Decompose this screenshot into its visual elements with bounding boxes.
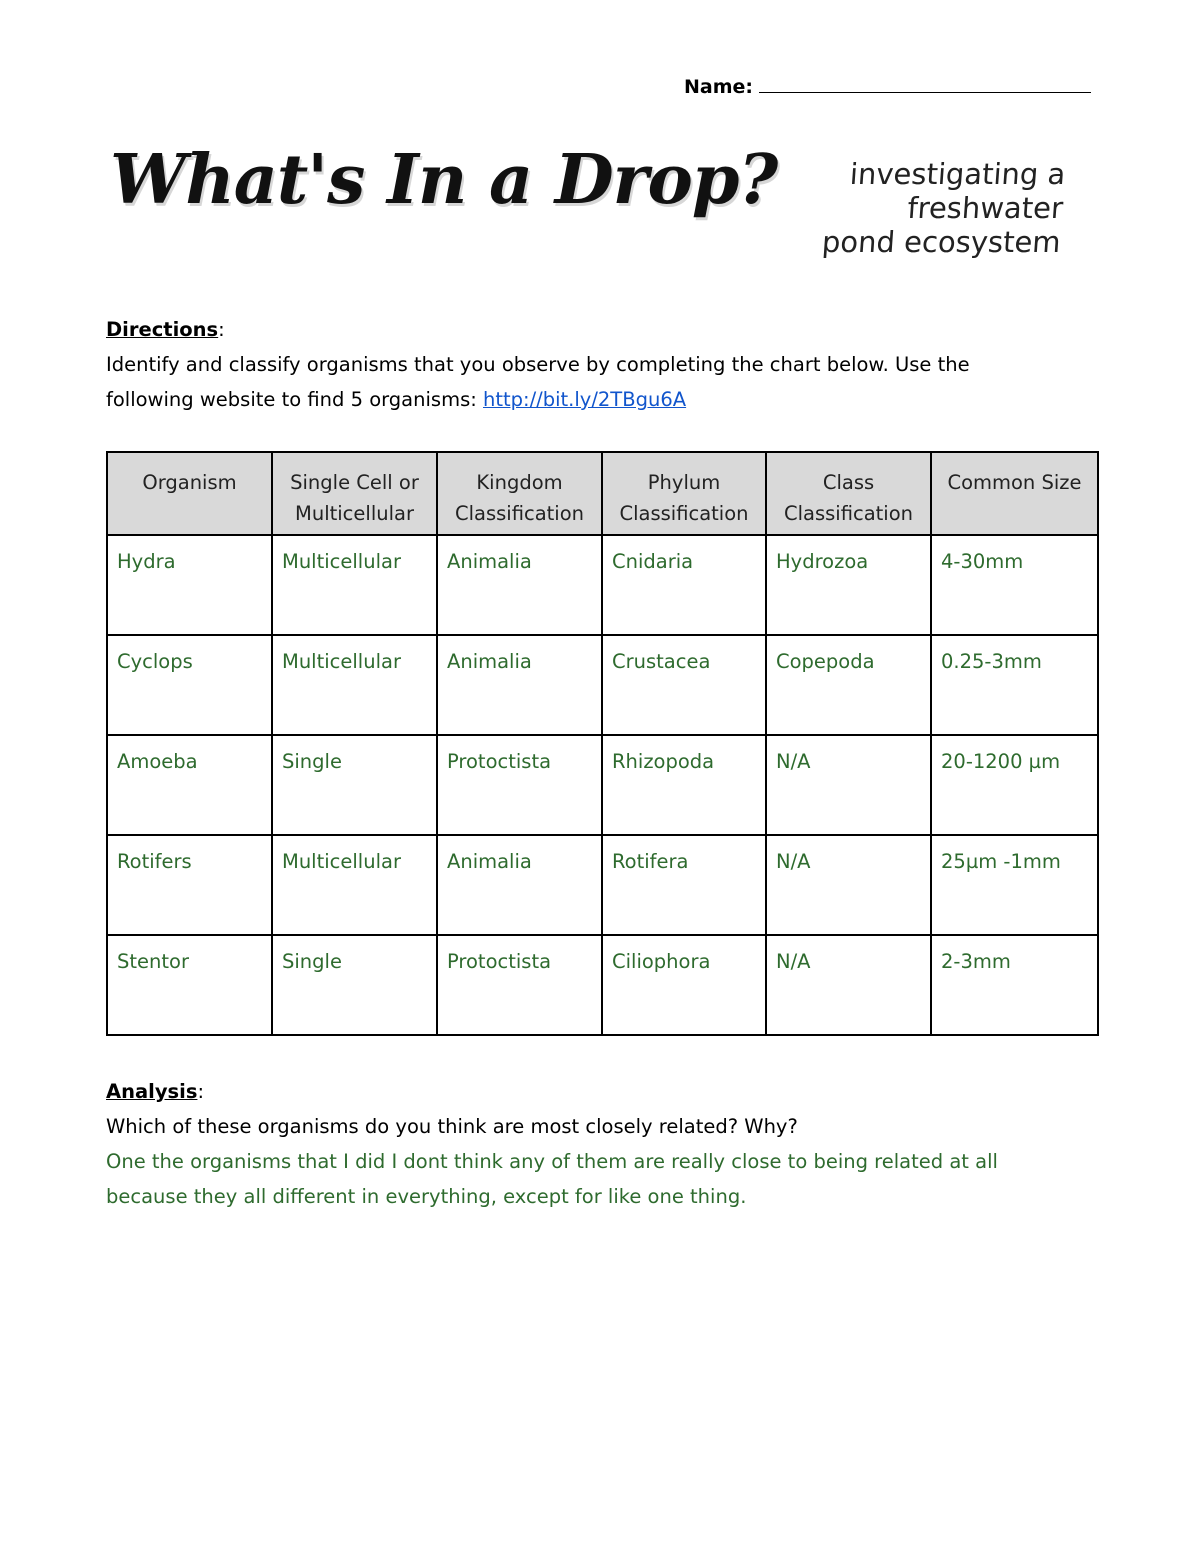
name-field bbox=[684, 74, 1091, 98]
cell-phylum[interactable]: Ciliophora bbox=[602, 935, 766, 1035]
cell-kingdom[interactable]: Animalia bbox=[437, 835, 602, 935]
analysis-heading: Analysis bbox=[106, 1080, 198, 1103]
name-blank-line[interactable] bbox=[759, 74, 1091, 93]
directions-colon: : bbox=[218, 318, 225, 341]
cell-organism[interactable]: Cyclops bbox=[107, 635, 272, 735]
table-row bbox=[107, 935, 1098, 1035]
cell-cell-type[interactable]: Multicellular bbox=[272, 835, 437, 935]
cell-kingdom[interactable]: Protoctista bbox=[437, 735, 602, 835]
cell-phylum[interactable]: Rhizopoda bbox=[602, 735, 766, 835]
cell-phylum[interactable]: Cnidaria bbox=[602, 535, 766, 635]
directions-text-line-1: Identify and classify organisms that you observe by completing the chart below. Use the bbox=[106, 353, 970, 376]
directions-heading: Directions bbox=[106, 318, 219, 341]
cell-cell-type[interactable]: Single bbox=[272, 735, 437, 835]
cell-cell-type[interactable]: Multicellular bbox=[272, 535, 437, 635]
cell-phylum[interactable]: Rotifera bbox=[602, 835, 766, 935]
table-row bbox=[107, 635, 1098, 735]
cell-kingdom[interactable]: Animalia bbox=[437, 535, 602, 635]
directions-text-prefix: following website to find 5 organisms: bbox=[106, 388, 483, 411]
header-common-size: Common Size bbox=[931, 452, 1098, 535]
cell-class[interactable]: Copepoda bbox=[766, 635, 931, 735]
cell-cell-type[interactable]: Multicellular bbox=[272, 635, 437, 735]
subtitle-line-1: investigating a freshwater bbox=[848, 157, 1067, 225]
header-cell-type: Single Cell or Multicellular bbox=[272, 452, 437, 535]
cell-common-size[interactable]: 20-1200 µm bbox=[931, 735, 1098, 835]
directions-text-line-2 bbox=[106, 382, 1096, 417]
header-kingdom: Kingdom Classification bbox=[437, 452, 602, 535]
worksheet-title: What's In a Drop? bbox=[110, 140, 778, 220]
worksheet-subtitle bbox=[734, 157, 1066, 259]
table-row bbox=[107, 535, 1098, 635]
cell-organism[interactable]: Amoeba bbox=[107, 735, 272, 835]
directions-section bbox=[106, 312, 1096, 417]
table-row bbox=[107, 735, 1098, 835]
cell-organism[interactable]: Rotifers bbox=[107, 835, 272, 935]
name-label: Name: bbox=[684, 76, 754, 98]
analysis-question: Which of these organisms do you think are most closely related? Why? bbox=[106, 1115, 798, 1138]
cell-common-size[interactable]: 4-30mm bbox=[931, 535, 1098, 635]
cell-kingdom[interactable]: Protoctista bbox=[437, 935, 602, 1035]
cell-class[interactable]: N/A bbox=[766, 935, 931, 1035]
table-row bbox=[107, 835, 1098, 935]
website-link[interactable]: http://bit.ly/2TBgu6A bbox=[483, 388, 687, 411]
analysis-colon: : bbox=[197, 1080, 205, 1103]
header-organism: Organism bbox=[107, 452, 272, 535]
directions-heading-row bbox=[106, 312, 1096, 347]
header-phylum: Phylum Classification bbox=[602, 452, 766, 535]
analysis-heading-row bbox=[106, 1074, 1096, 1109]
cell-phylum[interactable]: Crustacea bbox=[602, 635, 766, 735]
cell-common-size[interactable]: 25µm -1mm bbox=[931, 835, 1098, 935]
header-class: Class Classification bbox=[766, 452, 931, 535]
cell-cell-type[interactable]: Single bbox=[272, 935, 437, 1035]
analysis-answer-line-1[interactable]: One the organisms that I did I dont think any of them are really close to being related at all bbox=[106, 1150, 998, 1173]
analysis-section bbox=[106, 1074, 1096, 1214]
cell-organism[interactable]: Stentor bbox=[107, 935, 272, 1035]
table-header-row bbox=[107, 452, 1098, 535]
organism-chart bbox=[106, 451, 1099, 1036]
cell-organism[interactable]: Hydra bbox=[107, 535, 272, 635]
cell-common-size[interactable]: 0.25-3mm bbox=[931, 635, 1098, 735]
cell-class[interactable]: N/A bbox=[766, 735, 931, 835]
analysis-answer-line-2[interactable]: because they all different in everything, except for like one thing. bbox=[106, 1185, 747, 1208]
subtitle-line-2: pond ecosystem bbox=[820, 225, 1062, 259]
cell-class[interactable]: Hydrozoa bbox=[766, 535, 931, 635]
cell-common-size[interactable]: 2-3mm bbox=[931, 935, 1098, 1035]
cell-kingdom[interactable]: Animalia bbox=[437, 635, 602, 735]
cell-class[interactable]: N/A bbox=[766, 835, 931, 935]
